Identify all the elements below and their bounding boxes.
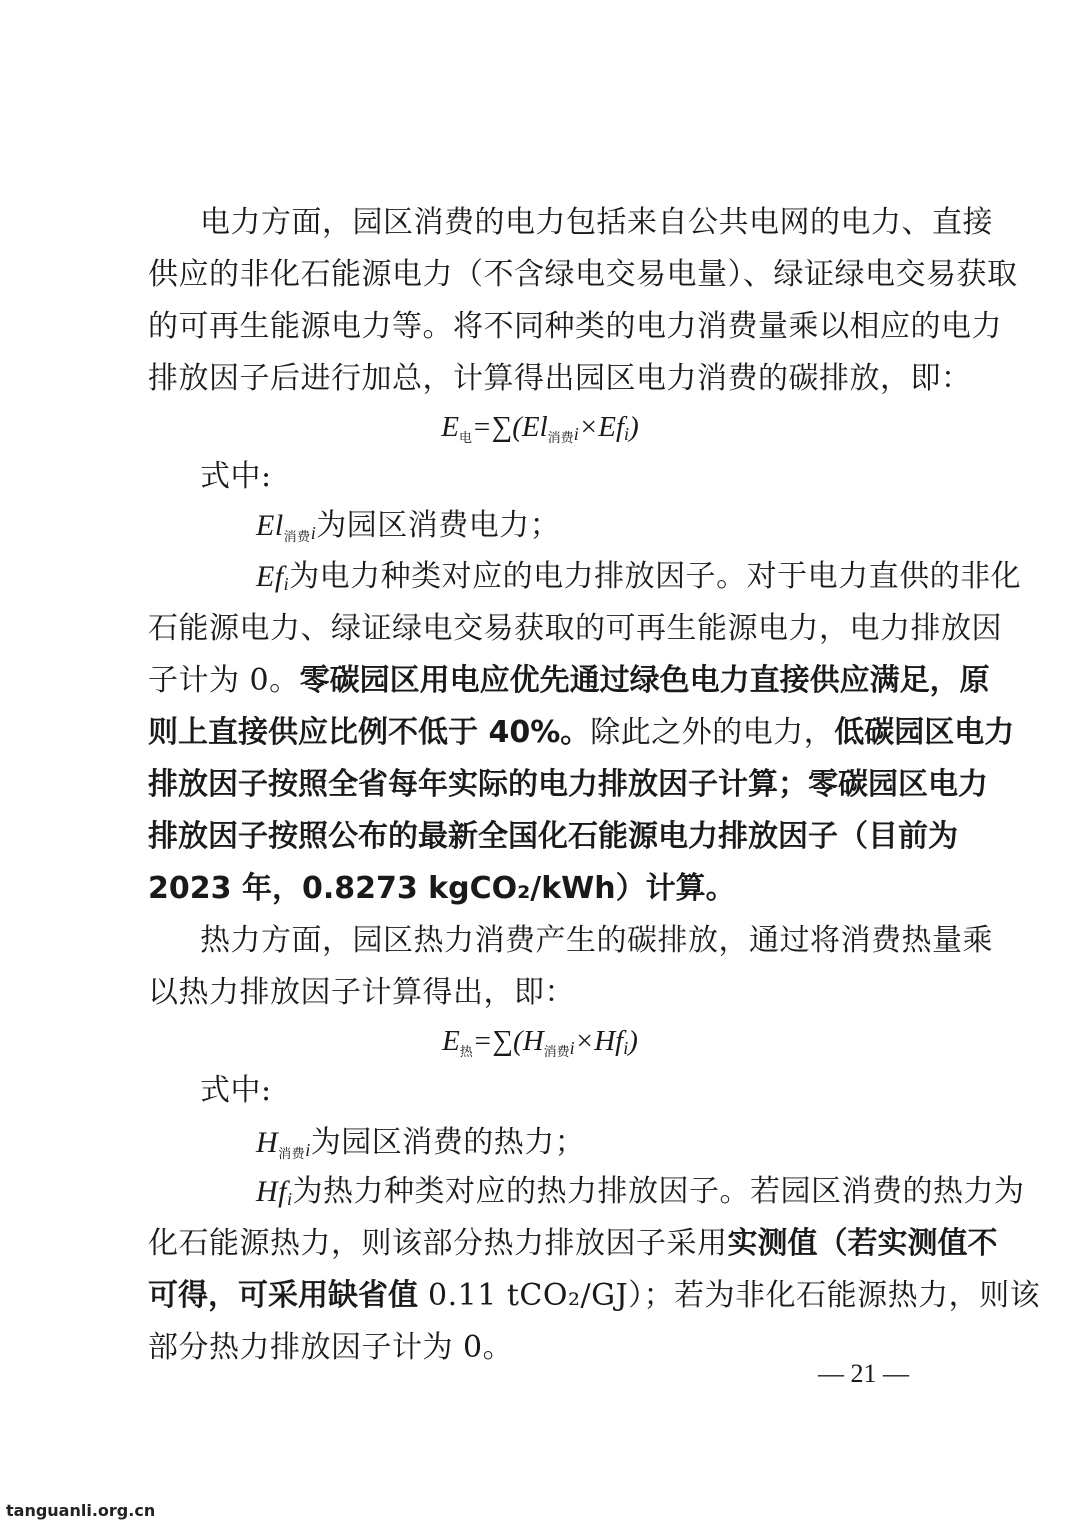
formula-subscript: i — [624, 424, 630, 444]
formula-subscript: 电 — [458, 431, 472, 446]
definition-text: 为热力种类对应的热力排放因子。若园区消费的热力为 — [292, 1174, 1025, 1209]
formula-electricity — [0, 401, 1080, 453]
formula-subscript: 热 — [459, 1045, 473, 1060]
definition-ef — [256, 551, 1022, 603]
bold-text-run: 实测值（若实测值不 — [727, 1226, 998, 1261]
paragraph-line: 供应的非化石能源电力（不含绿电交易电量）、绿证绿电交易获取 — [148, 257, 1018, 292]
paragraph-line: 石能源电力、绿证绿电交易获取的可再生能源电力，电力排放因 — [148, 611, 1002, 646]
paragraph-line: 的可再生能源电力等。将不同种类的电力消费量乘以相应的电力 — [148, 309, 1002, 344]
formula-symbol: =∑(El — [472, 411, 548, 443]
paragraph-line — [148, 655, 990, 707]
subscript: 消费 — [278, 1147, 306, 1162]
watermark-text: tanguanli.org.cn — [6, 1501, 156, 1520]
subscript: i — [305, 1140, 311, 1160]
bold-text-run: 零碳园区用电应优先通过绿色电力直接供应满足，原 — [299, 663, 990, 698]
subscript: i — [283, 574, 290, 594]
formula-symbol: ) — [629, 411, 639, 443]
formula-subscript: i — [569, 1038, 575, 1058]
paragraph-line: 排放因子按照公布的最新全国化石能源电力排放因子（目前为 — [148, 819, 958, 854]
paragraph-line: 部分热力排放因子计为 0。 — [148, 1330, 514, 1365]
subscript: i — [310, 523, 317, 543]
definition-h — [256, 1117, 948, 1169]
text-run: 除此之外的电力， — [590, 715, 835, 750]
page-number: — 21 — — [818, 1359, 909, 1388]
formula-subscript: 消费 — [543, 1045, 570, 1060]
text-run: 0.11 tCO₂/GJ）；若为非化石能源热力，则该 — [418, 1278, 1041, 1313]
paragraph-line: 电力方面，园区消费的电力包括来自公共电网的电力、直接 — [200, 205, 993, 240]
bold-text-run: 低碳园区电力 — [834, 715, 1015, 750]
text-run: 子计为 0。 — [148, 663, 300, 698]
subscript: 消费 — [283, 530, 311, 545]
formula-subscript: i — [573, 424, 579, 444]
paragraph-line — [148, 1218, 998, 1270]
subscript: i — [287, 1189, 293, 1209]
definition-el — [256, 500, 948, 552]
formula-heat — [0, 1015, 1080, 1067]
formula-symbol: ×Hf — [574, 1025, 624, 1057]
bold-text-run: 可得，可采用缺省值 — [148, 1278, 418, 1313]
bold-text-run: 则上直接供应比例不低于 40%。 — [148, 715, 591, 750]
formula-symbol: ×Ef — [578, 411, 625, 443]
where-label: 式中: — [200, 1073, 272, 1108]
formula-symbol: E — [441, 411, 459, 443]
formula-subscript: 消费 — [547, 431, 574, 446]
paragraph-line — [148, 1270, 1041, 1322]
definition-text: 为园区消费的热力； — [310, 1125, 586, 1160]
where-label: 式中: — [200, 459, 272, 494]
paragraph-line: 排放因子按照全省每年实际的电力排放因子计算；零碳园区电力 — [148, 767, 988, 802]
variable: H — [256, 1126, 279, 1159]
formula-subscript: i — [623, 1038, 629, 1058]
definition-text: 为电力种类对应的电力排放因子。对于电力直供的非化 — [289, 559, 1022, 594]
variable: Ef — [256, 560, 284, 593]
formula-symbol: =∑(H — [472, 1025, 544, 1057]
variable: El — [256, 509, 284, 542]
paragraph-line: 排放因子后进行加总，计算得出园区电力消费的碳排放，即： — [148, 361, 972, 396]
formula-symbol: E — [442, 1025, 460, 1057]
text-run: 化石能源热力，则该部分热力排放因子采用 — [148, 1226, 728, 1261]
variable: Hf — [256, 1175, 287, 1208]
paragraph-line: 2023 年，0.8273 kgCO₂/kWh）计算。 — [148, 871, 736, 906]
formula-symbol: ) — [628, 1025, 638, 1057]
paragraph-line: 以热力排放因子计算得出，即： — [148, 975, 575, 1010]
paragraph-line — [148, 707, 1015, 759]
definition-hf — [256, 1166, 1025, 1218]
paragraph-line: 热力方面，园区热力消费产生的碳排放，通过将消费热量乘 — [200, 923, 993, 958]
definition-text: 为园区消费电力； — [316, 508, 561, 543]
